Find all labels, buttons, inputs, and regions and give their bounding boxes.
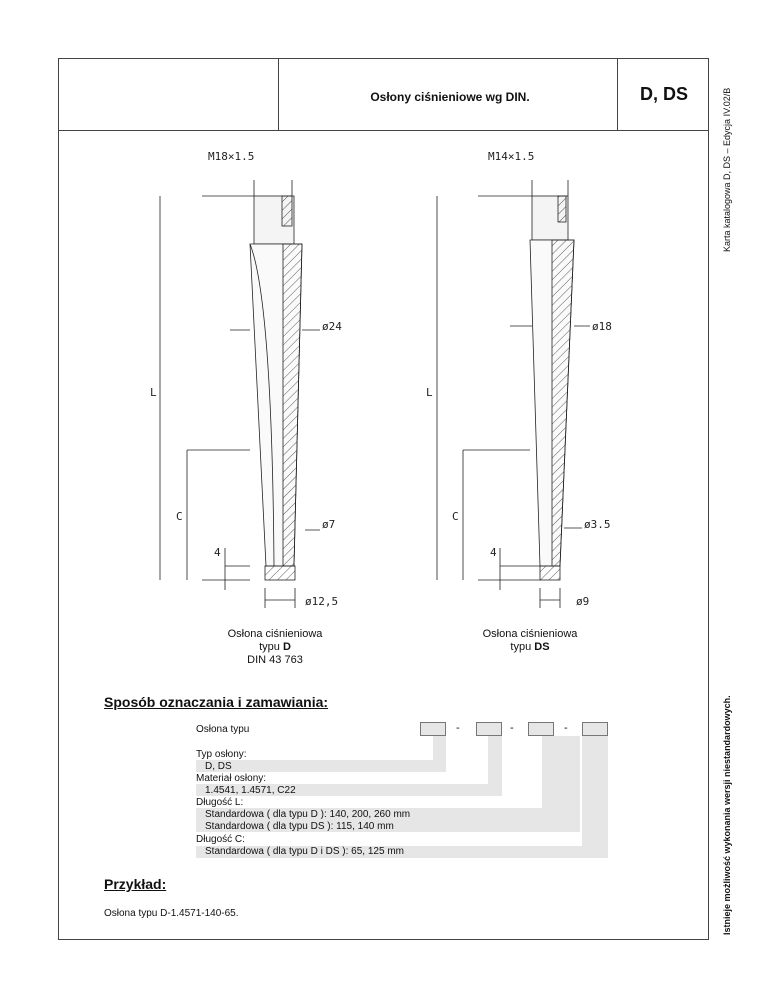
d-thread-label: M18×1.5 [208,150,255,163]
option-line: Standardowa ( dla typu DS ): 115, 140 mm [205,821,394,832]
example-text: Osłona typu D-1.4571-140-65. [104,908,239,919]
catalog-edition: Karta katalogowa D, DS – Edycja IV.02/B [722,87,732,252]
option-line: Materiał osłony: [196,773,267,784]
option-line: 1.4541, 1.4571, C22 [205,785,296,796]
page-title: Osłony ciśnieniowe wg DIN. [370,90,530,104]
ds-dia-top: ø18 [592,320,612,333]
separator-3: - [564,722,568,734]
d-dia-top: ø24 [322,320,342,333]
ordering-label: Osłona typu [196,724,250,735]
ds-len-c: C [452,510,459,523]
caption-d: Osłona ciśnieniowa typu D DIN 43 763 [227,628,323,666]
d-len-c: C [176,510,183,523]
connector-2 [488,736,502,796]
code-box-length-l[interactable] [528,722,554,736]
code-box-type[interactable] [420,722,446,736]
option-line: Długość L: [196,797,244,808]
d-len-4: 4 [214,546,221,559]
separator-1: - [456,722,460,734]
option-line: Długość C: [196,834,245,845]
ds-len-4: 4 [490,546,497,559]
ds-len-l: L [426,386,433,399]
code-box-material[interactable] [476,722,502,736]
caption-ds: Osłona ciśnieniowa typu DS [482,628,578,653]
option-line: Typ osłony: [196,749,247,760]
option-line: Standardowa ( dla typu D ): 140, 200, 260 mm [205,809,411,820]
product-code: D, DS [639,84,688,104]
code-box-length-c[interactable] [582,722,608,736]
connector-3 [542,736,580,832]
option-line: Standardowa ( dla typu D i DS ): 65, 125 mm [205,846,404,857]
ordering-heading: Sposób oznaczania i zamawiania: [104,694,329,710]
connector-4 [582,736,608,858]
ds-dia-bottom: ø9 [576,595,590,608]
ds-thread-label: M14×1.5 [488,150,535,163]
ds-dia-mid: ø3.5 [584,518,611,531]
option-bar-1 [196,760,446,772]
d-dia-mid: ø7 [322,518,336,531]
option-line: D, DS [205,761,232,772]
custom-note: Istnieje możliwość wykonania wersji niestandardowych. [722,695,732,935]
d-len-l: L [150,386,157,399]
separator-2: - [510,722,514,734]
example-heading: Przykład: [104,876,167,892]
d-dia-bottom: ø12,5 [305,595,339,608]
connector-1 [433,736,446,772]
